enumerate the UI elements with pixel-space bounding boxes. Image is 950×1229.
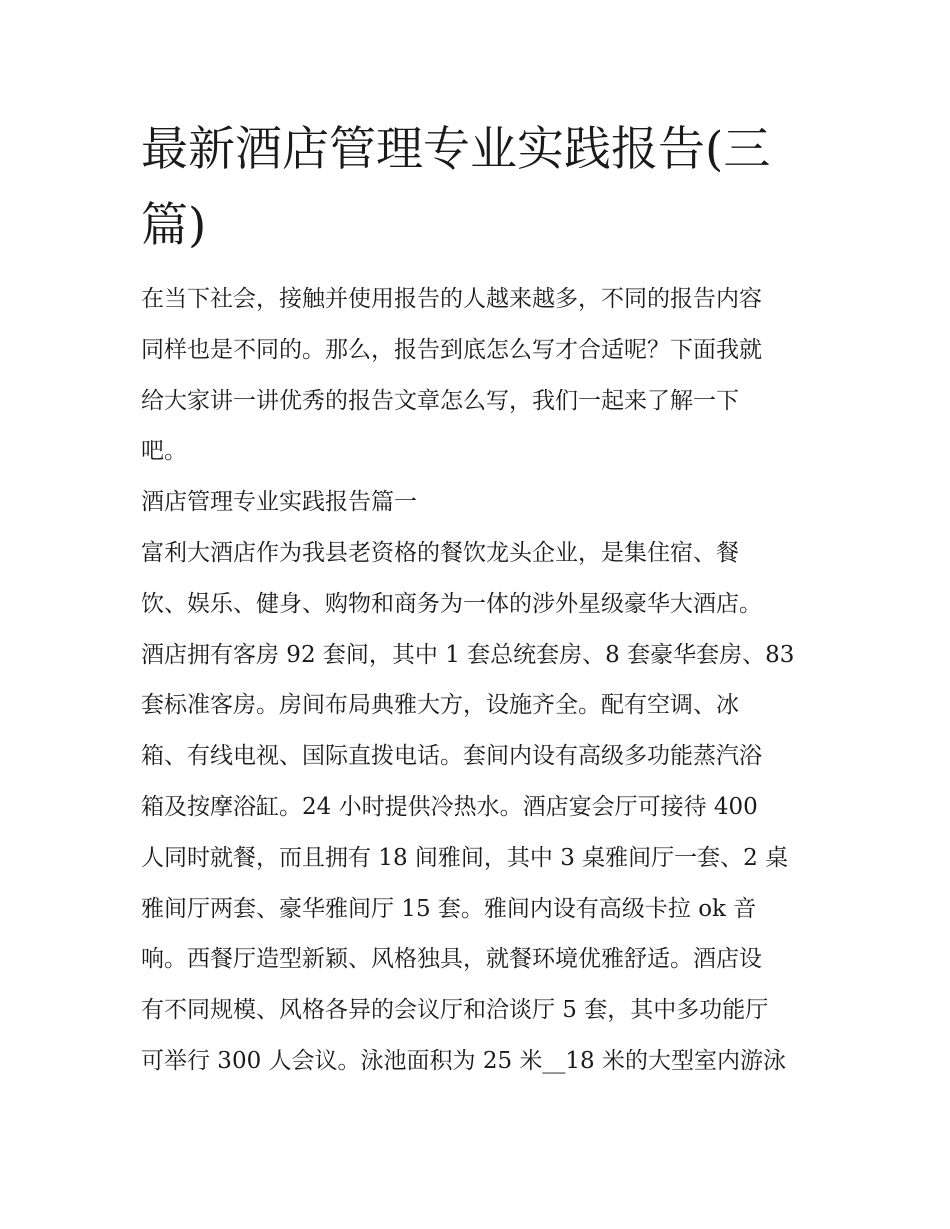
intro-line-1: 在当下社会，接触并使用报告的人越来越多，不同的报告内容: [141, 286, 762, 312]
body-line-3: 酒店拥有客房 92 套间，其中 1 套总统套房、8 套豪华套房、83: [141, 641, 795, 668]
body-line-8: 雅间厅两套、豪华雅间厅 15 套。雅间内设有高级卡拉 ok 音: [141, 895, 757, 922]
body-line-9: 响。西餐厅造型新颖、风格独具，就餐环境优雅舒适。酒店设: [141, 946, 762, 973]
body-line-7: 人同时就餐，而且拥有 18 间雅间，其中 3 桌雅间厅一套、2 桌: [141, 844, 789, 871]
title-line-2: 篇): [141, 198, 207, 253]
body-line-5: 箱、有线电视、国际直拨电话。套间内设有高级多功能蒸汽浴: [141, 743, 762, 770]
body-line-2: 饮、娱乐、健身、购物和商务为一体的涉外星级豪华大酒店。: [141, 590, 762, 617]
body-line-1: 富利大酒店作为我县老资格的餐饮龙头企业，是集住宿、餐: [141, 539, 739, 566]
section-heading: 酒店管理专业实践报告篇一: [141, 489, 417, 516]
body-line-6: 箱及按摩浴缸。24 小时提供冷热水。酒店宴会厅可接待 400: [141, 793, 758, 820]
body-line-11: 可举行 300 人会议。泳池面积为 25 米__18 米的大型室内游泳: [141, 1047, 786, 1074]
document-page: [141, 112, 813, 1087]
body-line-10: 有不同规模、风格各异的会议厅和洽谈厅 5 套，其中多功能厅: [141, 997, 769, 1024]
document-title: [141, 112, 813, 264]
title-line-1: 最新酒店管理专业实践报告(三: [141, 122, 771, 177]
intro-line-4: 吧。: [141, 438, 187, 465]
document-body: [141, 274, 813, 1087]
intro-line-2: 同样也是不同的。那么，报告到底怎么写才合适呢？下面我就: [141, 336, 762, 363]
body-line-4: 套标准客房。房间布局典雅大方，设施齐全。配有空调、冰: [141, 692, 739, 719]
intro-line-3: 给大家讲一讲优秀的报告文章怎么写，我们一起来了解一下: [141, 387, 739, 414]
